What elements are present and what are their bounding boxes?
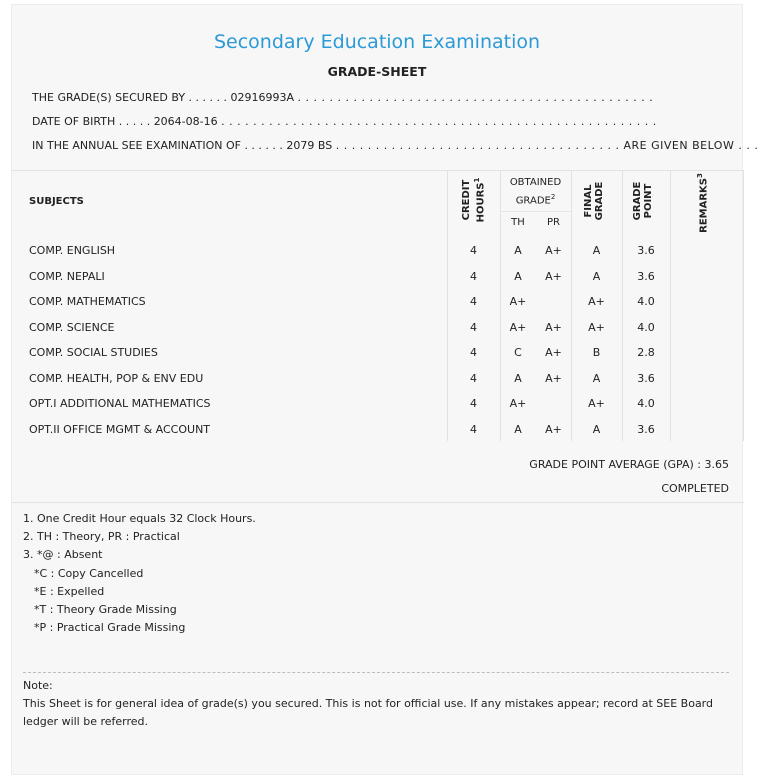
cell-pr: A+ [545,320,562,334]
cell-point: 3.6 [637,422,655,436]
gpa-summary: GRADE POINT AVERAGE (GPA) : 3.65 [529,458,729,471]
info-dots: . . . . . . . . . . . . . . . . . . . . . . . . . . . . . . . . . . . . . . . . . . . . . [297,91,654,104]
cell-final: B [592,346,601,359]
footnote-item: *P : Practical Grade Missing [34,621,186,635]
info-label-dob: DATE OF BIRTH . . . . . [32,115,151,128]
info-line-exam [32,139,758,152]
cell-th: A+ [509,320,527,334]
footnote-item: *E : Expelled [34,584,105,598]
table-row [12,366,744,391]
cell-credit: 4 [470,371,477,385]
header-obtained-grade [500,176,571,208]
cell-pr: A+ [545,422,562,436]
section-divider [12,502,744,503]
info-line-dob [32,115,657,128]
obtained-grade-divider [500,211,571,212]
footnote-item: 2. TH : Theory, PR : Practical [23,530,180,544]
note-divider [23,672,729,673]
table-top-border [12,170,744,171]
cell-point: 3.6 [637,244,655,257]
cell-th: A [514,422,522,436]
cell-subject: COMP. SOCIAL STUDIES [29,346,158,359]
cell-pr: A+ [545,371,562,385]
note-text: This Sheet is for general idea of grade(s) you secured. This is not for official use. If any mistakes appear; record at SEE Board ledger will be referred. [23,697,713,728]
cell-pr: A+ [545,346,562,359]
header-final-grade [583,173,609,229]
cell-point: 4.0 [637,295,655,308]
cell-th: A [514,244,522,257]
cell-point: 3.6 [637,269,655,283]
note-label: Note: [23,679,53,692]
table-row [12,391,744,416]
header-credit-line1: CREDIT [461,179,472,221]
cell-pr: A+ [545,244,562,257]
cell-th: A+ [509,295,527,308]
cell-final: A [592,422,601,436]
info-dots: . . . . . . . . . . . . . . . . . . . . . . . . . . . . . . . . . . . . . . . . . . . . . . . . . . . . . . . [221,115,657,128]
cell-final: A+ [588,295,605,308]
footnote-item: *T : Theory Grade Missing [34,603,177,617]
header-credit-line2 [472,171,486,229]
cell-final: A+ [588,320,605,334]
cell-point: 4.0 [637,397,655,410]
header-obtained-line2 [500,190,571,208]
header-credit-hours [461,171,487,229]
cell-subject: OPT.II OFFICE MGMT & ACCOUNT [29,422,211,436]
header-credit-text: HOURS [475,182,487,223]
header-th: TH [511,217,525,228]
header-remarks-text: REMARKS [698,178,710,233]
info-label-exam: IN THE ANNUAL SEE EXAMINATION OF . . . . . . [32,139,283,152]
info-dots: . . . . . . . . . . . . . . . . . . . . . . . . . . . . . . . . . . . . ARE GIVEN BELOW . . . [335,139,759,152]
cell-final: A+ [588,397,605,410]
table-row [12,340,744,365]
cell-credit: 4 [470,320,477,334]
cell-credit: 4 [470,397,477,410]
header-final-line1: FINAL [583,184,594,218]
table-row [12,289,744,314]
header-remarks [695,168,709,238]
cell-credit: 4 [470,346,477,359]
header-point-line1: GRADE [632,181,643,221]
footnote-item: 3. *@ : Absent [23,548,103,562]
cell-subject: OPT.I ADDITIONAL MATHEMATICS [29,397,211,410]
cell-subject: COMP. NEPALI [29,269,105,283]
cell-final: A [592,371,601,385]
footnote-item: *C : Copy Cancelled [34,566,144,580]
cell-subject: COMP. MATHEMATICS [29,295,146,308]
cell-credit: 4 [470,244,477,257]
grade-sheet-page [11,4,759,775]
table-row [12,238,744,263]
table-row [12,315,744,340]
header-grade-point [632,173,658,229]
cell-th: A [514,371,522,385]
cell-subject: COMP. SCIENCE [29,320,115,334]
table-row [12,264,744,289]
cell-final: A [592,244,601,257]
cell-th: A [514,269,522,283]
disclaimer-note [23,677,723,731]
cell-point: 4.0 [637,320,655,334]
cell-th: C [514,346,522,359]
footnote-item: 1. One Credit Hour equals 32 Clock Hours. [23,512,256,525]
header-credit-sup: 1 [473,177,481,183]
cell-final: A [592,269,601,283]
header-remarks-sup: 3 [696,173,704,178]
info-line-symbol [32,91,653,104]
page-subtitle: GRADE-SHEET [327,64,427,79]
result-status: COMPLETED [661,482,729,495]
info-label-symbol: THE GRADE(S) SECURED BY . . . . . . [32,91,228,104]
cell-subject: COMP. HEALTH, POP & ENV EDU [29,371,204,385]
header-final-line2: GRADE [594,181,605,221]
cell-point: 2.8 [637,346,655,359]
cell-subject: COMP. ENGLISH [29,244,116,257]
exam-year: 2079 BS [286,139,333,152]
page-title: Secondary Education Examination [213,31,541,53]
cell-credit: 4 [470,295,477,308]
header-pr: PR [547,217,560,228]
header-point-line2: POINT [643,183,654,219]
header-obtained-text: GRADE [515,195,551,207]
header-subjects: SUBJECTS [29,196,84,207]
cell-pr: A+ [545,269,562,283]
cell-credit: 4 [470,269,477,283]
symbol-number: 02916993A [230,91,295,104]
footnotes [23,510,256,637]
date-of-birth: 2064-08-16 [153,115,218,128]
cell-th: A+ [509,397,527,410]
table-row [12,417,744,442]
cell-point: 3.6 [637,371,655,385]
cell-credit: 4 [470,422,477,436]
header-obtained-sup: 2 [550,193,556,201]
header-obtained-line1: OBTAINED [509,177,562,188]
